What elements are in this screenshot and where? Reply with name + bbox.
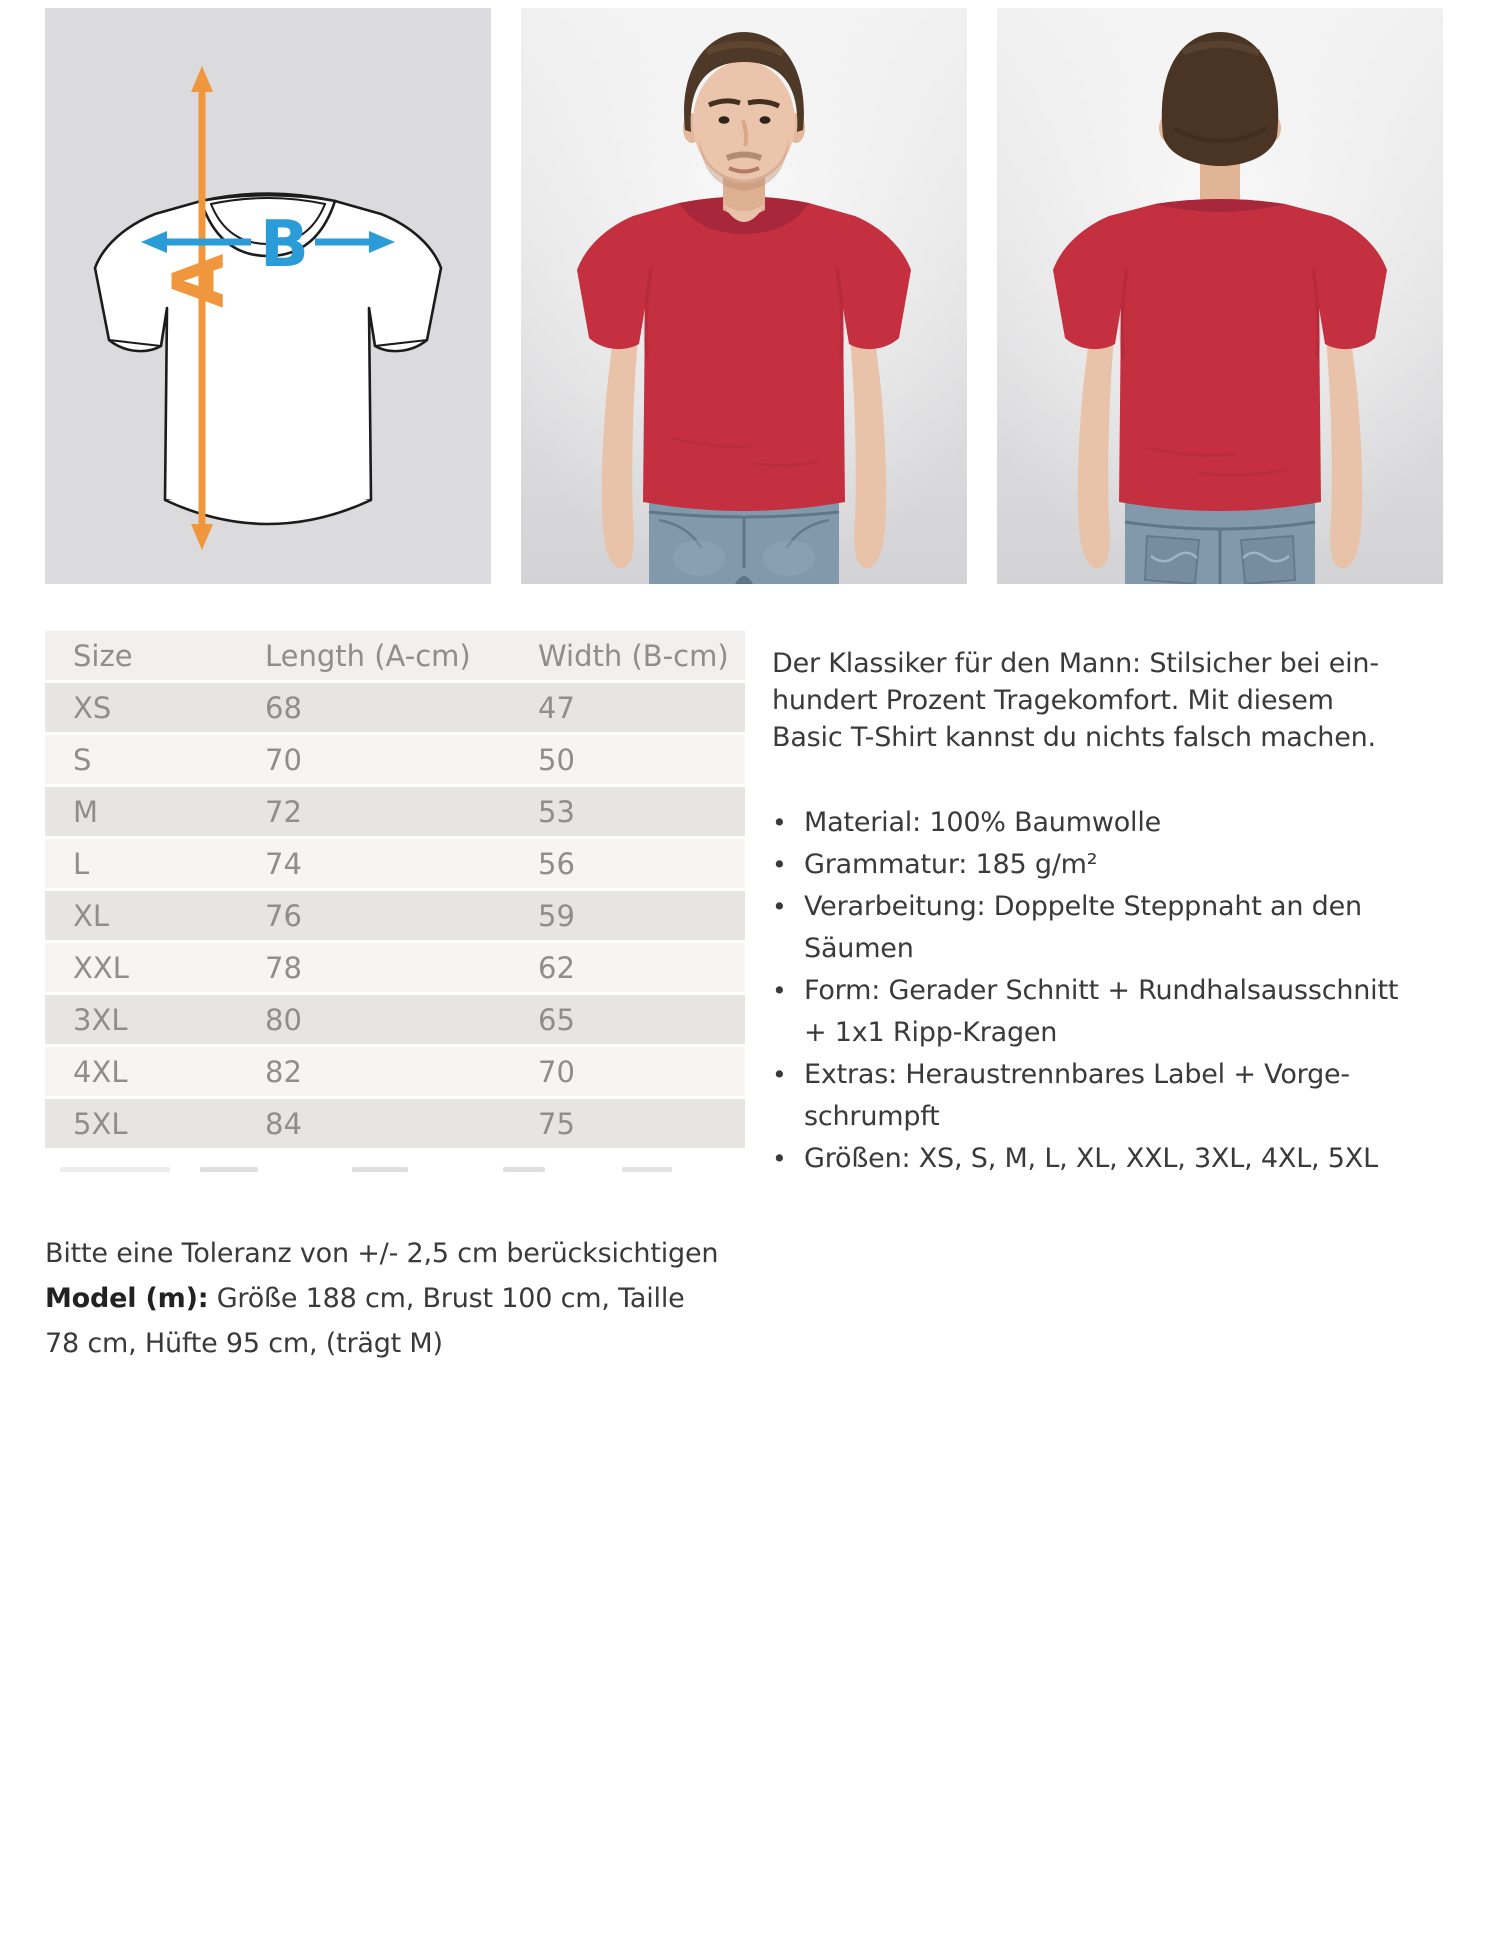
jeans-back	[1125, 500, 1315, 584]
size-row-3xl	[45, 995, 745, 1044]
size-cell: XL	[73, 898, 110, 933]
size-row-4xl	[45, 1047, 745, 1096]
column-header-size: Size	[73, 638, 133, 673]
length-cell: 68	[265, 690, 302, 725]
feature-extras: • Extras: Heraustrennbares Label + Vorge- schrumpft	[772, 1054, 1472, 1138]
feature-form: • Form: Gerader Schnitt + Rundhalsausschnitt + 1x1 Ripp-Kragen	[772, 970, 1472, 1054]
length-cell: 72	[265, 794, 302, 829]
size-cell: L	[73, 846, 90, 881]
column-header-width: Width (B-cm)	[538, 638, 729, 673]
model-measurements-line2: 78 cm, Hüfte 95 cm, (trägt M)	[45, 1328, 443, 1359]
length-cell: 78	[265, 950, 302, 985]
size-row-5xl	[45, 1099, 745, 1148]
length-cell: 84	[265, 1106, 302, 1141]
diagram-label-a: A	[158, 253, 240, 308]
size-row-xl	[45, 891, 745, 940]
length-cell: 80	[265, 1002, 302, 1037]
model-label: Model (m):	[45, 1283, 209, 1314]
length-cell: 76	[265, 898, 302, 933]
size-cell: 3XL	[73, 1002, 128, 1037]
length-cell: 74	[265, 846, 302, 881]
jeans-front	[649, 500, 839, 584]
model-measurements-line1: Model (m): Größe 188 cm, Brust 100 cm, Taille	[45, 1283, 685, 1314]
size-cell: S	[73, 742, 92, 777]
bullet-icon: •	[772, 976, 787, 1005]
bullet-icon: •	[772, 1060, 787, 1089]
size-row-l	[45, 839, 745, 888]
feature-grammatur: • Grammatur: 185 g/m²	[772, 844, 1472, 886]
width-cell: 56	[538, 846, 575, 881]
bullet-icon: •	[772, 850, 787, 879]
size-table-header-row	[45, 631, 745, 680]
column-header-length: Length (A-cm)	[265, 638, 471, 673]
size-cell: 5XL	[73, 1106, 128, 1141]
product-description	[772, 645, 1472, 1180]
model-front-illustration	[521, 8, 967, 584]
description-intro: Der Klassiker für den Mann: Stilsicher bei ein- hundert Prozent Tragekomfort. Mit diesem Basic T-Shirt kannst du nichts falsch machen.	[772, 648, 1379, 753]
model-back-photo	[997, 8, 1443, 584]
width-cell: 50	[538, 742, 575, 777]
width-cell: 53	[538, 794, 575, 829]
tolerance-note: Bitte eine Toleranz von +/- 2,5 cm berücksichtigen	[45, 1238, 719, 1269]
length-cell: 82	[265, 1054, 302, 1089]
tshirt-measurement-diagram	[45, 8, 491, 584]
feature-groessen: • Größen: XS, S, M, L, XL, XXL, 3XL, 4XL, 5XL	[772, 1138, 1472, 1180]
width-cell: 62	[538, 950, 575, 985]
bullet-icon: •	[772, 892, 787, 921]
size-cell: XXL	[73, 950, 129, 985]
feature-verarbeitung: • Verarbeitung: Doppelte Steppnaht an den Säumen	[772, 886, 1472, 970]
size-row-m	[45, 787, 745, 836]
size-cell: XS	[73, 690, 112, 725]
feature-material: • Material: 100% Baumwolle	[772, 802, 1472, 844]
size-cell: M	[73, 794, 99, 829]
model-front-photo	[521, 8, 967, 584]
width-cell: 59	[538, 898, 575, 933]
feature-list	[772, 802, 1472, 1180]
size-table	[45, 628, 745, 1151]
width-cell: 75	[538, 1106, 575, 1141]
size-diagram-image	[45, 8, 491, 584]
size-row-xs	[45, 683, 745, 732]
width-cell: 65	[538, 1002, 575, 1037]
size-cell: 4XL	[73, 1054, 128, 1089]
size-notes	[45, 1231, 718, 1366]
bullet-icon: •	[772, 1144, 787, 1173]
bullet-icon: •	[772, 808, 787, 837]
width-cell: 70	[538, 1054, 575, 1089]
diagram-label-b: B	[260, 208, 309, 282]
model-back-illustration	[997, 8, 1443, 584]
length-cell: 70	[265, 742, 302, 777]
width-cell: 47	[538, 690, 575, 725]
size-row-xxl	[45, 943, 745, 992]
size-row-s	[45, 735, 745, 784]
